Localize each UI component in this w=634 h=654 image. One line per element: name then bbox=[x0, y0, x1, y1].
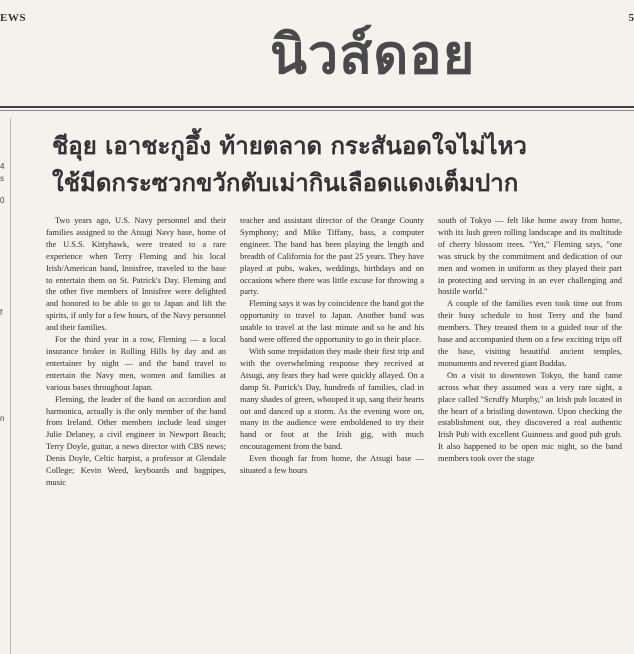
strip-fragment: f bbox=[0, 308, 3, 317]
section-label: EWS bbox=[0, 12, 26, 24]
masthead-subrule bbox=[0, 110, 634, 111]
article-paragraph: south of Tokyo — felt like home away from home, with its lush green rolling landscape and its multitude of cherry blossom trees. "Yet," Fleming says, "one was struck by the commitment and dedication of our men and women in uniform as they played their part in protecting and serving in an ever challenging and hostile world." bbox=[438, 216, 622, 297]
article-column-2 bbox=[240, 215, 424, 651]
article-paragraph: Two years ago, U.S. Navy personnel and their families assigned to the Atsugi Navy base, home of the U.S.S. Kittyhawk, were treated to a rare experience when Terry Fleming and his local Irish/American band, Innisfree, traveled to the base to entertain them on St. Patrick's Day. Fleming and the other five members of Innisfree were delighted and honored to be able to go to Japan and lift the spirits, if only for a few hours, of the Navy personnel and their families. bbox=[46, 216, 226, 333]
article-paragraph: For the third year in a row, Fleming — a local insurance broker in Rolling Hills by day and an entertainer by night — and the band travel to entertain the Navy men, women and families at various bases throughout Japan. bbox=[46, 335, 226, 392]
strip-fragment: s bbox=[0, 174, 4, 183]
article-paragraph: Fleming says it was by coincidence the band got the opportunity to travel to Japan. Another band was unable to travel at the last minute and so he and his band were offered the opportunity to go in their place. bbox=[240, 299, 424, 345]
article-paragraph: A couple of the families even took time out from their busy schedule to host Terry and the band members. They treated them to a guided tour of the base and accompanied them on a few exciting trips off the base, visiting beautiful ancient temples, monuments and revered giant Buddas. bbox=[438, 299, 622, 368]
article-column-1 bbox=[46, 215, 226, 651]
masthead-rule bbox=[0, 106, 634, 108]
masthead-title: นิวส์ดอย bbox=[270, 23, 476, 86]
article-paragraph: On a visit to downtown Tokyo, the band came across what they assumed was a very rare sight, a place called "Scruffy Murphy," an Irish pub located in the heart of a bristling downtown. Upon checking the establishment out, they discovered a real authentic Irish Pub with excellent Guinness and good pub grub. It also happened to be open mic night, so the band members took over the stage bbox=[438, 370, 622, 464]
strip-fragment: 0 bbox=[0, 196, 5, 205]
article-paragraph: With some trepidation they made their first trip and with the overwhelming response they received at Atsugi, any fears they had were quickly allayed. On a damp St. Patrick's Day, hundreds of families, clad in many shades of green, whooped it up, sang their hearts out and danced up a storm. As the evening wore on, many in the audience were emboldened to try their hand or foot at the Irish gig, with much encouragement from the band. bbox=[240, 346, 424, 452]
article-paragraph: teacher and assistant director of the Orange County Symphony; and Mike Tiffany, bass, a computer engineer. The band has been playing the length and breadth of California for the past 25 years. They have played at pubs, wakes, weddings, birthdays and on occasions where there was little excuse for throwing a party. bbox=[240, 216, 424, 297]
headline-line-2: ใช้มีดกระซวกขวักตับเม่ากินเลือดแดงเต็มปาก bbox=[52, 169, 519, 197]
strip-fragment: 4 bbox=[0, 162, 5, 171]
page-number: 5 bbox=[628, 12, 634, 24]
headline-line-1: ชีอุย เอาชะกูอึ้ง ท้ายตลาด กระสันอดใจไม่ไหว bbox=[52, 132, 527, 160]
article-paragraph: Fleming, the leader of the band on accordion and harmonica, actually is the only member of the band from Ireland. Other members include lead singer Julie Delaney, a civil engineer in Newport Beach; Terry Doyle, guitar, a news director with CBS news; Denis Doyle, Celtic harpist, a professor at Glendale College; Kevin Weed, keyboards and bagpipes, music bbox=[46, 394, 226, 487]
strip-fragment: n bbox=[0, 414, 5, 423]
article-column-3 bbox=[438, 215, 622, 651]
adjacent-column-strip bbox=[0, 118, 11, 654]
article-paragraph: Even though far from home, the Atsugi base — situated a few hours bbox=[240, 454, 424, 476]
article-headline bbox=[52, 128, 627, 202]
article-body bbox=[46, 215, 626, 651]
